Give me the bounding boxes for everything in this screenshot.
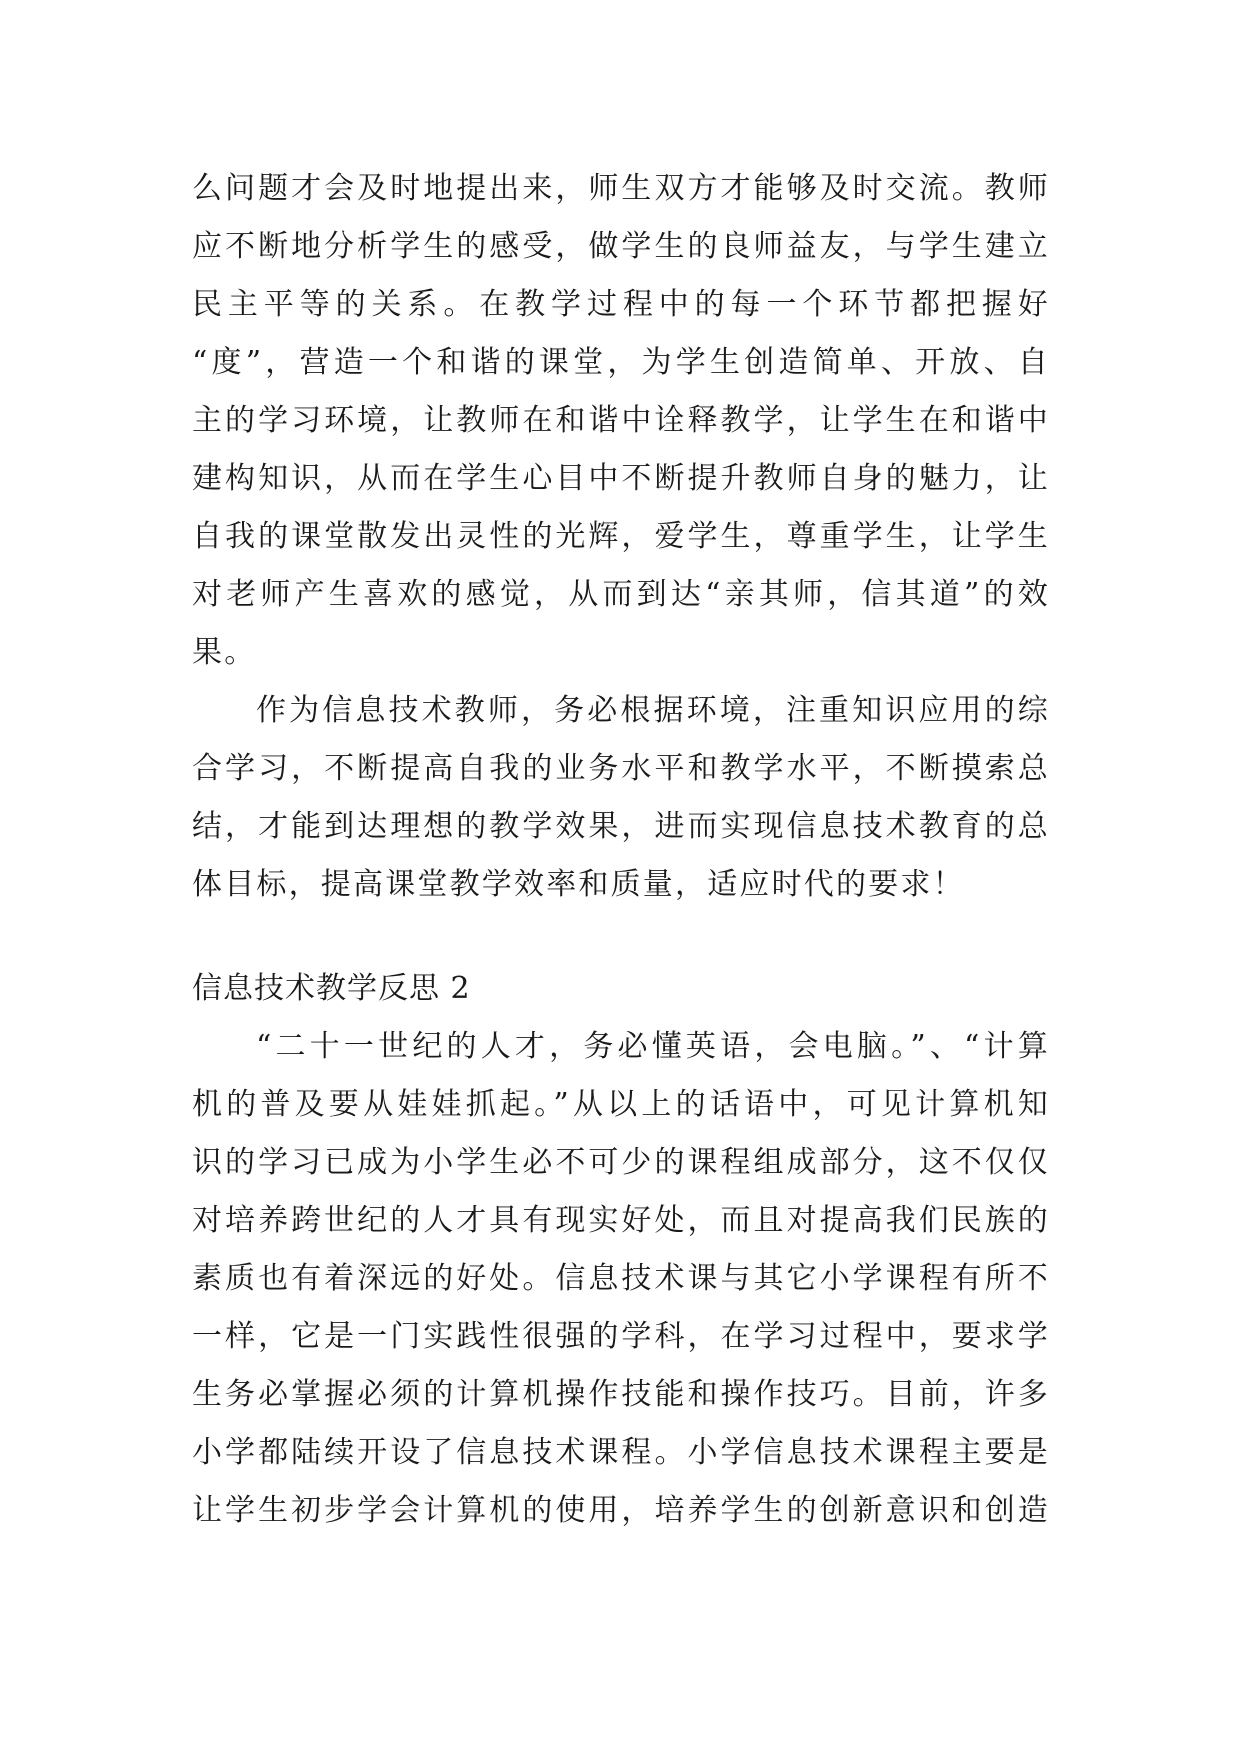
text-line: 建构知识，从而在学生心目中不断提升教师自身的魅力，让: [192, 461, 1050, 496]
text-line: 生务必掌握必须的计算机操作技能和操作技巧。目前，许多: [192, 1377, 1050, 1412]
text-line: 机的普及要从娃娃抓起。”从以上的话语中，可见计算机知: [192, 1087, 1050, 1122]
text-line: 素质也有着深远的好处。信息技术课与其它小学课程有所不: [192, 1261, 1050, 1296]
text-line: 结，才能到达理想的教学效果，进而实现信息技术教育的总: [192, 809, 1050, 844]
text-line: 自我的课堂散发出灵性的光辉，爱学生，尊重学生，让学生: [192, 519, 1050, 554]
text-line: 一样，它是一门实践性很强的学科，在学习过程中，要求学: [192, 1319, 1050, 1354]
paragraph-conclusion: [192, 682, 1050, 914]
text-line: 作为信息技术教师，务必根据环境，注重知识应用的综: [256, 693, 1050, 728]
section-heading: 信息技术教学反思 2: [192, 971, 471, 1006]
paragraph-section2: [192, 1018, 1050, 1540]
text-line: 应不断地分析学生的感受，做学生的良师益友，与学生建立: [192, 229, 1050, 264]
text-line: 让学生初步学会计算机的使用，培养学生的创新意识和创造: [192, 1493, 1050, 1528]
text-line: 对老师产生喜欢的感觉，从而到达“亲其师，信其道”的效: [192, 577, 1050, 612]
text-line: 么问题才会及时地提出来，师生双方才能够及时交流。教师: [192, 171, 1050, 206]
text-line: “度”，营造一个和谐的课堂，为学生创造简单、开放、自: [192, 345, 1050, 380]
text-line: 果。: [192, 635, 257, 670]
text-line: 对培养跨世纪的人才具有现实好处，而且对提高我们民族的: [192, 1203, 1050, 1238]
paragraph-continuation: [192, 160, 1050, 682]
text-line: 合学习，不断提高自我的业务水平和教学水平，不断摸索总: [192, 751, 1050, 786]
text-line: 识的学习已成为小学生必不可少的课程组成部分，这不仅仅: [192, 1145, 1050, 1180]
text-line: 小学都陆续开设了信息技术课程。小学信息技术课程主要是: [192, 1435, 1050, 1470]
text-line: “二十一世纪的人才，务必懂英语，会电脑。”、“计算: [256, 1029, 1050, 1064]
text-line: 民主平等的关系。在教学过程中的每一个环节都把握好: [192, 287, 1050, 322]
text-line: 体目标，提高课堂教学效率和质量，适应时代的要求！: [192, 867, 965, 902]
text-line: 主的学习环境，让教师在和谐中诠释教学，让学生在和谐中: [192, 403, 1050, 438]
